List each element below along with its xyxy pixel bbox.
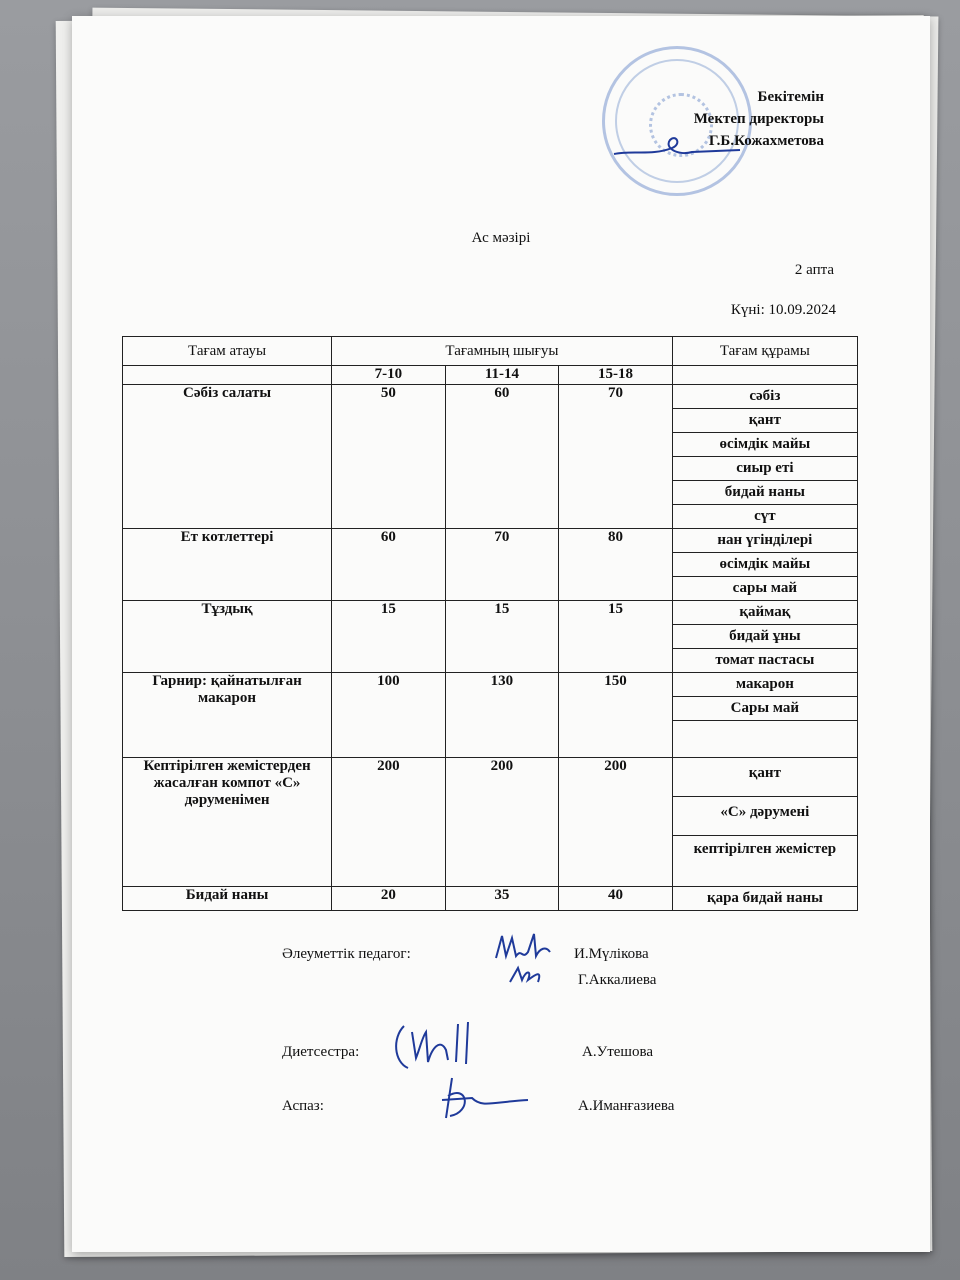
document-title: Ас мәзірі bbox=[471, 230, 531, 246]
table-header-row bbox=[123, 337, 858, 366]
social-pedagogue-label: Әлеуметтік педагог: bbox=[282, 946, 411, 962]
header-composition: Тағам құрамы bbox=[672, 337, 857, 366]
ingredient: сәбіз bbox=[673, 385, 857, 409]
dietitian-label: Диетсестра: bbox=[282, 1044, 360, 1060]
table-row bbox=[123, 673, 858, 758]
yield-value: 15 bbox=[559, 601, 673, 673]
ingredient: «С» дәрумені bbox=[673, 797, 857, 836]
yield-value: 70 bbox=[559, 385, 673, 529]
ingredient: қант bbox=[673, 409, 857, 433]
ingredient: өсімдік майы bbox=[673, 433, 857, 457]
yield-value: 40 bbox=[559, 887, 673, 911]
ingredient: өсімдік майы bbox=[673, 553, 857, 577]
yield-value: 15 bbox=[332, 601, 446, 673]
ingredient: қант bbox=[673, 758, 857, 797]
table-row bbox=[123, 385, 858, 529]
table-row bbox=[123, 758, 858, 887]
approval-line3: Г.Б.Кожахметова bbox=[708, 133, 824, 149]
date-label: Күні: 10.09.2024 bbox=[730, 302, 836, 318]
ingredient: нан үгінділері bbox=[673, 529, 857, 553]
yield-value: 60 bbox=[445, 385, 559, 529]
social-pedagogue-name1: И.Мүлікова bbox=[574, 946, 649, 962]
yield-value: 60 bbox=[332, 529, 446, 601]
ingredient: бидай ұны bbox=[673, 625, 857, 649]
yield-value: 35 bbox=[445, 887, 559, 911]
header-name: Тағам атауы bbox=[123, 337, 332, 366]
approval-line2: Мектеп директоры bbox=[693, 111, 824, 127]
dish-name: Бидай наны bbox=[123, 887, 332, 911]
cook-label: Аспаз: bbox=[282, 1098, 324, 1114]
ingredient: макарон bbox=[673, 673, 857, 697]
yield-value: 80 bbox=[559, 529, 673, 601]
ingredient: сиыр еті bbox=[673, 457, 857, 481]
dietitian-signature bbox=[390, 1018, 490, 1078]
yield-value: 20 bbox=[332, 887, 446, 911]
table-row bbox=[123, 887, 858, 911]
ingredient-list bbox=[673, 887, 857, 910]
dietitian-name: А.Утешова bbox=[582, 1044, 654, 1060]
dish-name: Сәбіз салаты bbox=[123, 385, 332, 529]
ingredient-list bbox=[673, 529, 857, 600]
yield-value: 100 bbox=[332, 673, 446, 758]
age-15-18: 15-18 bbox=[559, 366, 673, 385]
approval-line1: Бекітемін bbox=[757, 89, 824, 105]
age-11-14: 11-14 bbox=[445, 366, 559, 385]
cook-name: А.Иманғазиева bbox=[578, 1098, 675, 1114]
yield-value: 130 bbox=[445, 673, 559, 758]
age-7-10: 7-10 bbox=[332, 366, 446, 385]
dish-name: Тұздық bbox=[123, 601, 332, 673]
menu-document bbox=[72, 16, 930, 1252]
yield-value: 200 bbox=[332, 758, 446, 887]
ingredient: сүт bbox=[754, 508, 776, 524]
yield-value: 150 bbox=[559, 673, 673, 758]
yield-value: 200 bbox=[559, 758, 673, 887]
ingredient: томат пастасы bbox=[715, 652, 815, 668]
social-pedagogue-name2: Г.Аккалиева bbox=[578, 972, 657, 988]
social-pedagogue-signature bbox=[492, 930, 562, 990]
dish-name: Кептірілген жемістерден жасалған компот «С» дәруменімен bbox=[123, 758, 332, 887]
week-label: 2 апта bbox=[794, 262, 834, 278]
ingredient: қара бидай наны bbox=[706, 890, 823, 906]
ingredient: сары май bbox=[732, 580, 798, 596]
ingredient-list bbox=[673, 601, 857, 672]
table-row bbox=[123, 601, 858, 673]
ingredient: Сары май bbox=[673, 697, 857, 721]
ingredient: қаймақ bbox=[673, 601, 857, 625]
dish-name: Гарнир: қайнатылған макарон bbox=[123, 673, 332, 758]
ingredient: кептірілген жемістер bbox=[693, 841, 837, 857]
menu-table bbox=[122, 336, 858, 911]
ingredient-list bbox=[673, 673, 857, 757]
header-yield: Тағамның шығуы bbox=[332, 337, 673, 366]
table-age-row bbox=[123, 366, 858, 385]
ingredient bbox=[673, 721, 857, 757]
cook-signature bbox=[432, 1072, 532, 1132]
ingredient: бидай наны bbox=[673, 481, 857, 505]
yield-value: 200 bbox=[445, 758, 559, 887]
ingredient-list bbox=[673, 385, 857, 528]
dish-name: Ет котлеттері bbox=[123, 529, 332, 601]
yield-value: 50 bbox=[332, 385, 446, 529]
approval-block bbox=[694, 86, 824, 152]
yield-value: 15 bbox=[445, 601, 559, 673]
ingredient-list bbox=[673, 758, 857, 886]
yield-value: 70 bbox=[445, 529, 559, 601]
table-row bbox=[123, 529, 858, 601]
